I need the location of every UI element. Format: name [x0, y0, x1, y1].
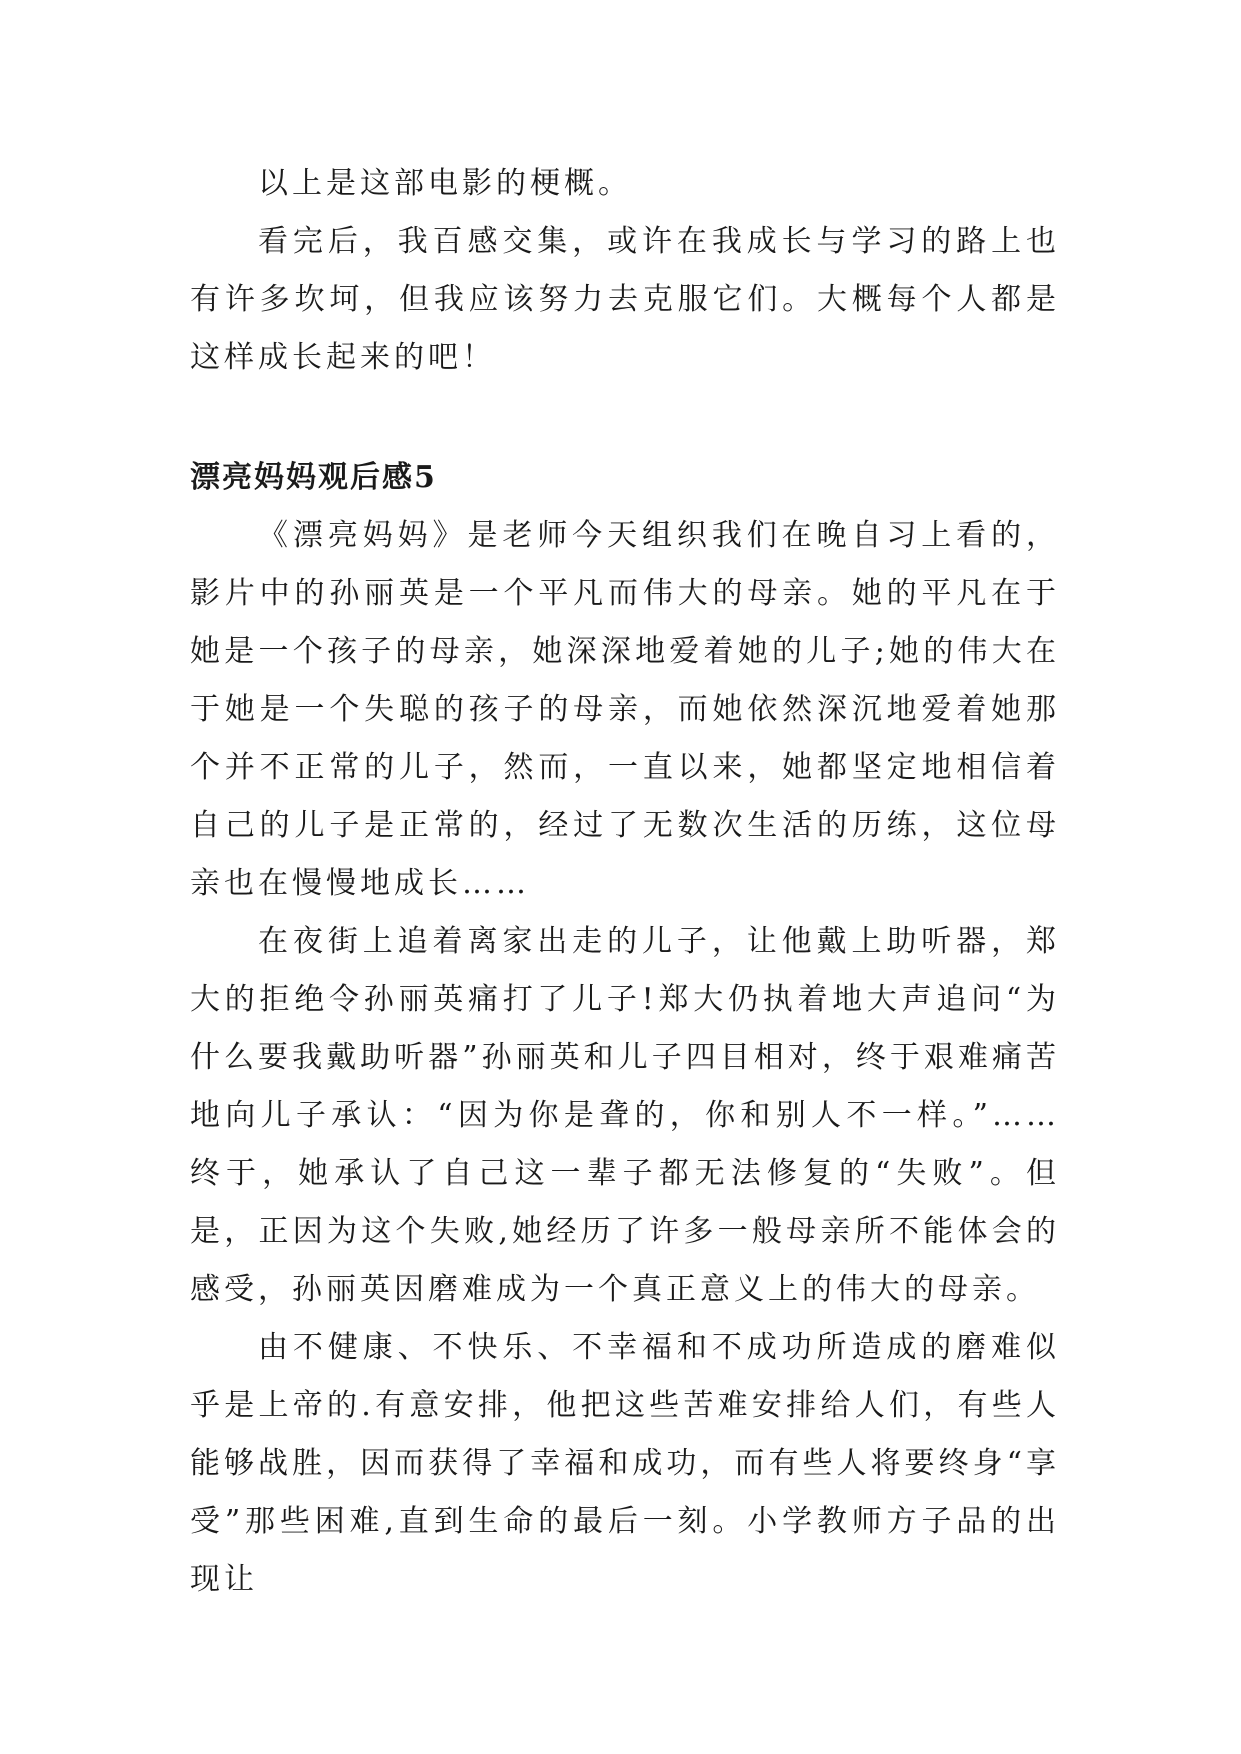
paragraph-reflection: 看完后，我百感交集，或许在我成长与学习的路上也有许多坎坷，但我应该努力去克服它们。大概每个人都是这样成长起来的吧！ [190, 224, 1060, 375]
document-page [190, 155, 1060, 1609]
paragraph-intro: 《漂亮妈妈》是老师今天组织我们在晚自习上看的，影片中的孙丽英是一个平凡而伟大的母亲。她的平凡在于她是一个孩子的母亲，她深深地爱着她的儿子;她的伟大在于她是一个失聪的孩子的母亲，而她依然深沉地爱着她那个并不正常的儿子，然而，一直以来，她都坚定地相信着自己的儿子是正常的，经过了无数次生活的历练，这位母亲也在慢慢地成长…… [190, 518, 1060, 901]
section-title: 漂亮妈妈观后感5 [190, 460, 437, 495]
paragraph-night-street: 在夜街上追着离家出走的儿子，让他戴上助听器，郑大的拒绝令孙丽英痛打了儿子!郑大仍执着地大声追问“为什么要我戴助听器”孙丽英和儿子四目相对，终于艰难痛苦地向儿子承认：“因为你是聋的，你和别人不一样。”……终于，她承认了自己这一辈子都无法修复的“失败”。但是，正因为这个失败,她经历了许多一般母亲所不能体会的感受，孙丽英因磨难成为一个真正意义上的伟大的母亲。 [190, 924, 1060, 1307]
paragraph-hardship: 由不健康、不快乐、不幸福和不成功所造成的磨难似乎是上帝的.有意安排，他把这些苦难安排给人们，有些人能够战胜，因而获得了幸福和成功，而有些人将要终身“享受”那些困难,直到生命的最后一刻。小学教师方子品的出现让 [190, 1330, 1060, 1597]
paragraph-summary: 以上是这部电影的梗概。 [258, 166, 632, 201]
